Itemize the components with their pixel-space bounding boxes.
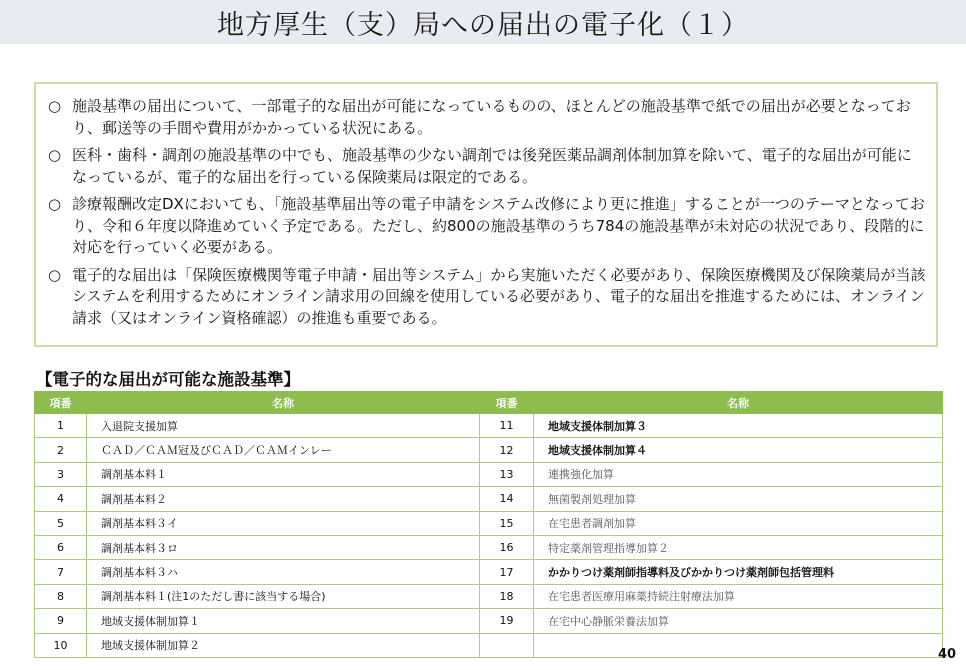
item-name: 調剤基本料３イ: [87, 511, 480, 535]
table-row: [35, 633, 943, 657]
item-number: 10: [35, 633, 87, 657]
bullet-text: 医科・歯科・調剤の施設基準の中でも、施設基準の少ない調剤では後発医薬品調剤体制加算を除いて、電子的な届出が可能になっているが、電子的な届出を行っている保険薬局は限定的である。: [72, 146, 912, 186]
item-number: 2: [35, 438, 87, 462]
item-number: 13: [480, 462, 534, 486]
title-bar: [0, 0, 966, 44]
item-number: 8: [35, 584, 87, 608]
item-number: 6: [35, 535, 87, 559]
table-row: [35, 535, 943, 559]
header-name: 名称: [534, 392, 943, 414]
item-name: 調剤基本料１(注1のただし書に該当する場合): [87, 584, 480, 608]
bullet-item: [48, 194, 926, 259]
item-number: 3: [35, 462, 87, 486]
item-name: 地域支援体制加算３: [534, 414, 943, 438]
item-number: 16: [480, 535, 534, 559]
bullet-text: 施設基準の届出について、一部電子的な届出が可能になっているものの、ほとんどの施設基準で紙での届出が必要となっており、郵送等の手間や費用がかかっている状況にある。: [72, 97, 911, 137]
item-number: 1: [35, 414, 87, 438]
item-number: 9: [35, 609, 87, 633]
page-number: 40: [938, 647, 957, 662]
bullet-circle-icon: ○: [48, 195, 62, 213]
table-row: [35, 560, 943, 584]
item-name: 連携強化加算: [534, 462, 943, 486]
bullet-item: [48, 145, 926, 188]
table-row: [35, 414, 943, 438]
header-item-number: 項番: [35, 392, 87, 414]
table-row: [35, 609, 943, 633]
header-item-number: 項番: [480, 392, 534, 414]
item-name: 在宅患者調剤加算: [534, 511, 943, 535]
table-row: [35, 487, 943, 511]
item-number: [480, 633, 534, 657]
item-name: 調剤基本料３ロ: [87, 535, 480, 559]
item-name: 調剤基本料２: [87, 487, 480, 511]
item-number: 15: [480, 511, 534, 535]
table-header-row: [35, 392, 943, 414]
table-row: [35, 438, 943, 462]
item-number: 12: [480, 438, 534, 462]
bullet-circle-icon: ○: [48, 146, 62, 164]
table-row: [35, 584, 943, 608]
item-name: 在宅中心静脈栄養法加算: [534, 609, 943, 633]
item-number: 5: [35, 511, 87, 535]
header-name: 名称: [87, 392, 480, 414]
facility-standards-table: [34, 391, 943, 658]
section-heading: 【電子的な届出が可能な施設基準】: [36, 370, 300, 389]
item-number: 14: [480, 487, 534, 511]
bullet-text: 診療報酬改定DXにおいても、「施設基準届出等の電子申請をシステム改修により更に推進」することが一つのテーマとなっており、令和６年度以降進めていく予定である。ただし、約800の施設基準のうち784の施設基準が未対応の状況であり、段階的に対応を行っていく必要がある。: [72, 195, 925, 256]
item-name: 地域支援体制加算２: [87, 633, 480, 657]
item-name: 入退院支援加算: [87, 414, 480, 438]
item-name: 特定薬剤管理指導加算２: [534, 535, 943, 559]
item-number: 19: [480, 609, 534, 633]
bullet-circle-icon: ○: [48, 97, 62, 115]
table-row: [35, 462, 943, 486]
bullet-circle-icon: ○: [48, 265, 62, 284]
table-row: [35, 511, 943, 535]
item-name: 無菌製剤処理加算: [534, 487, 943, 511]
item-number: 4: [35, 487, 87, 511]
summary-box: [34, 82, 938, 347]
item-name: ＣＡＤ／ＣＡＭ冠及びＣＡＤ／ＣＡＭインレー: [87, 438, 480, 462]
bullet-item: [48, 96, 926, 139]
item-name: 調剤基本料１: [87, 462, 480, 486]
page-title: 地方厚生（支）局への届出の電子化（１）: [217, 9, 749, 41]
bullet-text: 電子的な届出は「保険医療機関等電子申請・届出等システム」から実施いただく必要があり、保険医療機関及び保険薬局が当該システムを利用するためにオンライン請求用の回線を使用している必要があり、電子的な届出を推進するためには、オンライン請求（又はオンライン資格確認）の推進も重要である。: [72, 265, 926, 327]
item-name: [534, 633, 943, 657]
bullet-item: [48, 265, 926, 330]
item-number: 17: [480, 560, 534, 584]
item-name: かかりつけ薬剤師指導料及びかかりつけ薬剤師包括管理料: [534, 560, 943, 584]
item-name: 地域支援体制加算４: [534, 438, 943, 462]
item-number: 18: [480, 584, 534, 608]
item-name: 在宅患者医療用麻薬持続注射療法加算: [534, 584, 943, 608]
item-name: 地域支援体制加算１: [87, 609, 480, 633]
item-number: 7: [35, 560, 87, 584]
item-name: 調剤基本料３ハ: [87, 560, 480, 584]
item-number: 11: [480, 414, 534, 438]
